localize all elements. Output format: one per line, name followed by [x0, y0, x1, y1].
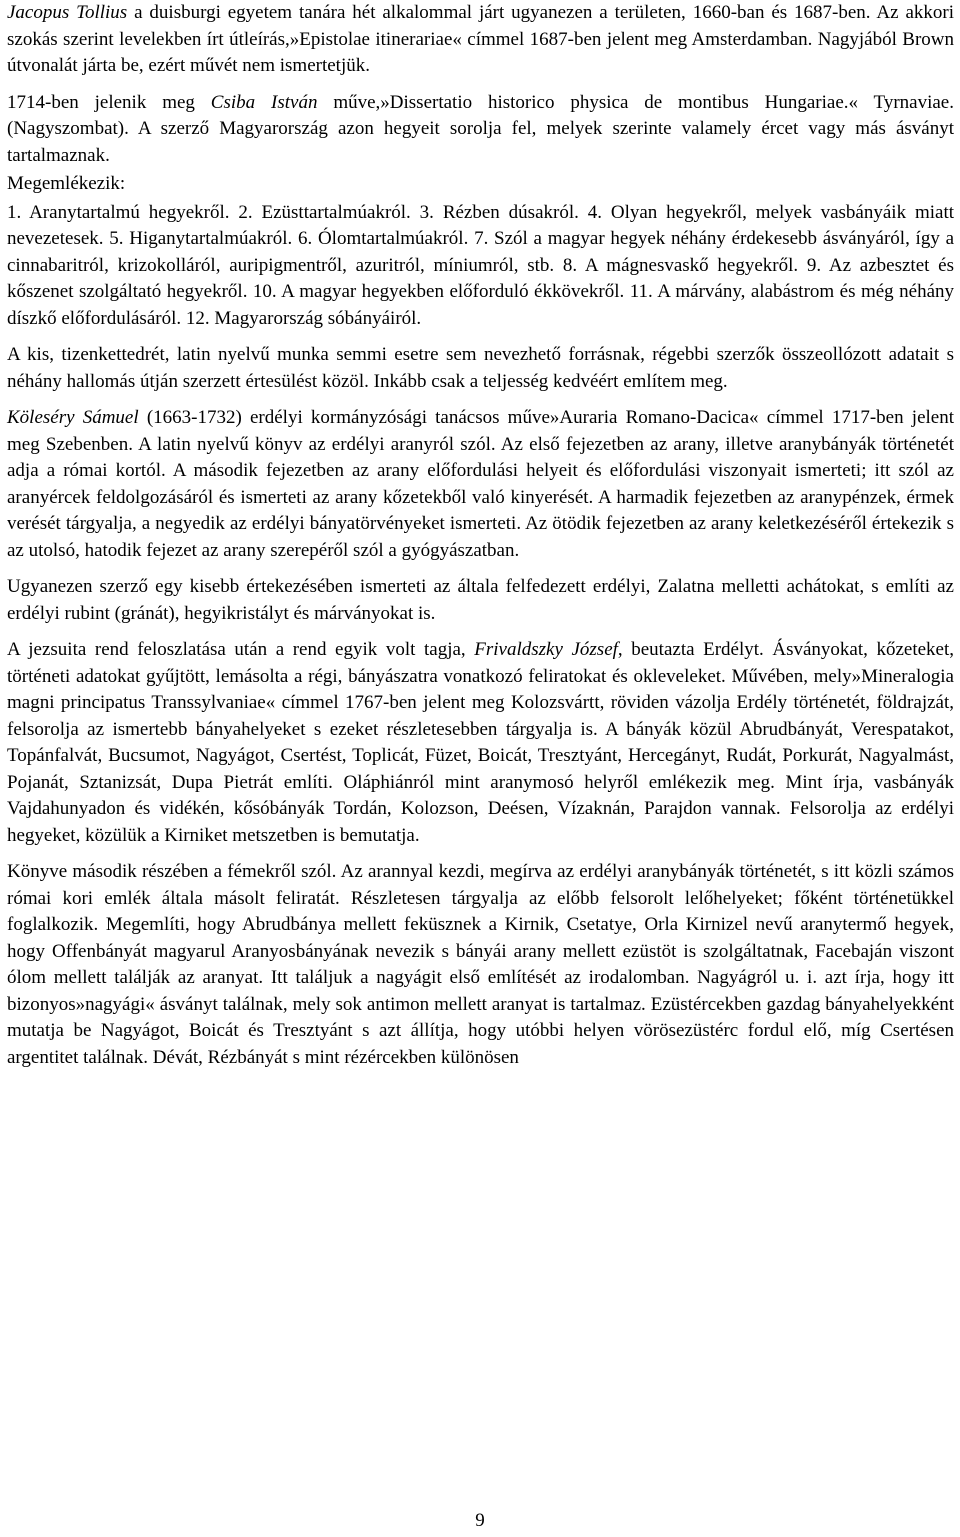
text-run: a duisburgi egyetem tanára hét alkalommal járt ugyanezen a területen, 1660-ban és 1687-ben. Az akkori szokás szerint levelekben írt útleírás,»Epistolae itinerariae« címmel 1687-ben jelent meg Amsterdamban. Nagyjából Brown útvonalát járta be, ezért művét nem ismertetjük. [7, 2, 954, 76]
text-run: 1. Aranytartalmú hegyekről. 2. Ezüsttartalmúakról. 3. Rézben dúsakról. 4. Olyan hegyekről, melyek vasbányáik miatt nevezetesek. 5. Higanytartalmúakról. 6. Ólomtartalmúakról. 7. Szól a magyar hegyek néhány érdekesebb ásványáról, így a cinnabaritról, krizokolláról, auripigmentről, azuritról, míniumról, stb. 8. A mágnesvaskő hegyekről. 9. Az azbesztet és kőszenet szolgáltató hegyekről. 10. A magyar hegyekben előforduló ékkövekről. 11. A márvány, alabástrom és még néhány díszkő előfordulásáról. 12. Magyarország sóbányáiról. [7, 201, 954, 329]
para-list [7, 200, 954, 333]
text-run: 1714-ben jelenik meg [7, 91, 211, 113]
text-run: (1663-1732) erdélyi kormányzósági tanácsos műve»Auraria Romano-Dacica« címmel 1717-ben jelent meg Szebenben. A latin nyelvű könyv az erdélyi aranyról szól. Az első fejezetben az arany, illetve aranybányák történetét adja a római kortól. A második fejezetben az arany előfordulási helyeit és előfordulási viszonyait ismerteti; itt szól az aranyércek feldolgozásáról és ismerteti az arany kőzetekből való kinyerését. A harmadik fejezetben az aranypénzek, érmek verését tárgyalja, a negyedik az erdélyi bányatörvényeket ismerteti. Az ötödik fejezetben az arany keletkezéséről értekezik s az utolsó, hatodik fejezet az arany szerepéről szól a gyógyászatban. [7, 407, 954, 561]
text-run: A jezsuita rend feloszlatása után a rend egyik volt tagja, [7, 639, 475, 660]
para-masodik-resz [7, 859, 954, 1071]
para-ugyanezen [7, 574, 954, 627]
text-run: A kis, tizenkettedrét, latin nyelvű munka semmi esetre sem nevezhető forrásnak, régebbi szerzők összeollózott adatait s néhány hallomás útján szerzett értesülést közöl. Inkább csak a teljesség kedvéért említem meg. [7, 344, 954, 392]
italic-name: Jacopus Tollius [7, 2, 128, 23]
text-run: Ugyanezen szerző egy kisebb értekezésében ismerteti az általa felfedezett erdélyi, Zalatna melletti achátokat, s említi az erdélyi rubint (gránát), hegyikristályt és márványokat is. [7, 576, 954, 624]
italic-name: Frivaldszky József [474, 639, 618, 660]
para-frivaldszky [7, 637, 954, 849]
italic-name: Köleséry Sámuel [7, 407, 139, 428]
para-megemlekezik [7, 171, 954, 198]
text-run: műve,»Dissertatio historico physica de montibus Hungariae.« Tyrnaviae. (Nagyszombat). A szerző Magyarország azon hegyeit sorolja fel, melyek szerinte valamely ércet vagy más ásványt tartalmaznak. [7, 91, 954, 166]
document-body [7, 0, 954, 1081]
text-run: Könyve második részében a fémekről szól. Az arannyal kezdi, megírva az erdélyi aranybányák történetét, s itt közli számos római kori emlék általa másolt feliratát. Részletesen tárgyalja az előbb felsorolt lelőhelyeket; főként történetükkel foglalkozik. Megemlíti, hogy Abrudbánya mellett feküsznek a Kirnik, Csetatye, Orla Kirnizel nevű aranytermő hegyek, hogy Offenbányát magyarul Aranyosbányának nevezik s bányái arany mellett ezüstöt is szolgáltatnak, Facebaján viszont ólom mellett találják az aranyat. Itt találjuk a nagyágit első említését az irodalomban. Nagyágról u. i. azt írja, hogy itt bizonyos»nagyági« ásványt találnak, mely sok antimon mellett aranyat is tartalmaz. Ezüstércekben gazdag bányahelyekként mutatja be Nagyágot, Boicát és Tresztyánt s azt állítja, hogy utóbbi helyen vörösezüstérc fordul elő, míg Csertésen argentitet találnak. Dévát, Rézbányát s mint rézércekben különösen [7, 861, 954, 1068]
page-number: 9 [475, 1510, 485, 1531]
para-tollius [7, 0, 954, 80]
para-csiba [7, 90, 954, 170]
italic-name: Csiba István [210, 91, 318, 113]
text-run: , beutazta Erdélyt. Ásványokat, kőzeteket, történeti adatokat gyűjtött, lemásolta a régi, bányászatra vonatkozó feliratokat és okleveleket. Művében, mely»Mineralogia magni principatus Transsylvaniae« címmel 1767-ben jelent meg Kolozsvártt, röviden vázolja Erdély történetét, földrajzát, felsorolja az ismertebb bányahelyeket s ezeket részletesebben tárgyalja is. A bányák közül Abrudbányát, Verespatakot, Topánfalvát, Bucsumot, Nagyágot, Csertést, Toplicát, Füzet, Boicát, Tresztyánt, Hercegányt, Rudát, Porkurát, Nagyalmást, Pojanát, Sztanizsát, Dupa Pietrát említi. Oláphiánról mint aranymosó helyről emlékezik meg. Mint írja, vasbányák Vajdahunyadon és vidékén, kősóbányák Tordán, Kolozson, Deésen, Vízaknán, Parajdon vannak. Felsorolja az erdélyi hegyeket, közülük a Kirniket metszetben is bemutatja. [7, 639, 955, 846]
text-run: Megemlékezik: [7, 173, 126, 194]
para-koleséry [7, 405, 954, 564]
para-kis-munka [7, 342, 954, 395]
